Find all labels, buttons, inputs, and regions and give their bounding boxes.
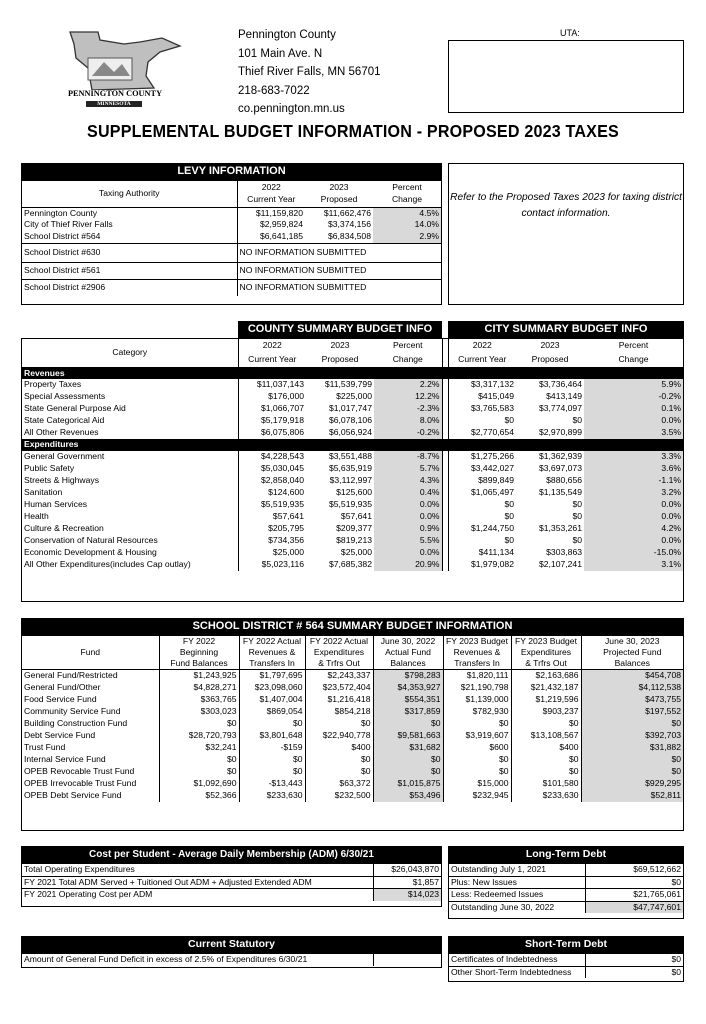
long-term-debt-title: Long-Term Debt bbox=[448, 846, 684, 863]
expenditure-row: Culture & Recreation $205,795 $209,377 0.9% $1,244,750 $1,353,261 4.2% bbox=[24, 523, 681, 534]
ltdebt-row: Plus: New Issues $0 bbox=[449, 876, 683, 889]
summary-table: Category 2022 2023 Percent 2022 2023 Percent Current Year Proposed Change Current Year Proposed Change Revenues Property Taxes $11,037,143 $11,539,799 2.2% $3,317,132 $3,736,464 5.9% Special Assessments $176,000 $225,000 12.2% $415,049 $413,149 -0.2% State General Purpose Aid $1,066,707 $1,017,747 -2.3% $3,765,583 $3,774,097 0.1% State Categorical Aid $5,179,918 $6,078,106 8.0% $0 $0 0.0% All Other Revenues $6,075,806 $6,056,924 -0.2% $2,770,654 $2,970,899 3.5% Expenditures General Government $4,228,543 $3,551,488 -8.7% $1,275,266 $1,362,939 3.3% Public Safety $5,030,045 $5,635,919 5.7% $3,442,027 $3,697,073 3.6% Streets & Highways $2,858,040 $3,112,997 4.3% $899,849 $880,656 -1.1% Sanitation $124,600 $125,600 0.4% $1,065,497 $1,135,549 3.2% Human Services $5,519,935 $5,519,935 0.0% $0 $0 0.0% Health $57,641 $57,641 0.0% $0 $0 0.0% Culture & Recreation $205,795 $209,377 0.9% $1,244,750 $1,353,261 4.2% Conservation of Natural Resources $734,356 $819,213 5.5% $0 $0 0.0% Economic Development & Housing $25,000 $25,000 0.0% $411,134 $303,863 -15.0% All Other Expenditures(includes Cap outlay) $5,023,116 $7,685,382 20.9% $1,979,082 $2,107,241 3.1% bbox=[21, 338, 684, 602]
school-col-header: June 30, 2023 bbox=[581, 636, 683, 647]
cost-row: Total Operating Expenditures $26,043,870 bbox=[22, 864, 441, 876]
school-col-header: FY 2022 bbox=[159, 636, 239, 647]
levy-row: Pennington County $11,159,820 $11,662,476 4.5% bbox=[24, 207, 439, 218]
school-col-header: FY 2023 Budget bbox=[443, 636, 511, 647]
school-summary-title: SCHOOL DISTRICT # 564 SUMMARY BUDGET INFORMATION bbox=[21, 618, 684, 635]
expenditure-row: Sanitation $124,600 $125,600 0.4% $1,065,497 $1,135,549 3.2% bbox=[24, 487, 681, 498]
school-col-header: FY 2023 Budget bbox=[511, 636, 581, 647]
fund-row: OPEB Revocable Trust Fund $0 $0 $0 $0 $0 $0 $0 bbox=[24, 765, 681, 776]
phone: 218-683-7022 bbox=[238, 84, 310, 97]
revenue-row: All Other Revenues $6,075,806 $6,056,924 -0.2% $2,770,654 $2,970,899 3.5% bbox=[24, 427, 681, 438]
ltdebt-row: Outstanding June 30, 2022 $47,747,601 bbox=[451, 901, 681, 912]
logo-subtext: MINNESOTA bbox=[97, 100, 131, 107]
col-pct-sub: Change bbox=[391, 194, 423, 205]
city-summary-title: CITY SUMMARY BUDGET INFO bbox=[448, 321, 684, 338]
cost-row: FY 2021 Operating Cost per ADM $14,023 bbox=[24, 889, 439, 900]
short-term-debt-table bbox=[448, 953, 684, 982]
fund-row: Internal Service Fund $0 $0 $0 $0 $0 $0 $0 bbox=[24, 753, 681, 764]
school-col-header: Beginning bbox=[159, 647, 239, 658]
ltdebt-row: Less: Redeemed Issues $21,765,061 bbox=[449, 889, 683, 902]
long-term-debt-table bbox=[448, 863, 684, 919]
school-col-header: FY 2022 Actual bbox=[239, 636, 305, 647]
col-2023-sub: Proposed bbox=[320, 194, 358, 205]
revenue-row: Special Assessments $176,000 $225,000 12.2% $415,049 $413,149 -0.2% bbox=[24, 391, 681, 402]
ltdebt-row: Outstanding July 1, 2021 $69,512,662 bbox=[449, 864, 683, 876]
col-2022-sub: Current Year bbox=[237, 194, 305, 207]
address-line: 101 Main Ave. N bbox=[238, 47, 323, 60]
levy-row: School District #2906 NO INFORMATION SUBMITTED bbox=[22, 279, 441, 296]
cost-title: Cost per Student - Average Daily Membership (ADM) 6/30/21 bbox=[21, 846, 442, 863]
school-header-row bbox=[22, 636, 683, 647]
cost-table bbox=[21, 863, 442, 907]
col-pct: Percent bbox=[392, 181, 422, 192]
expenditures-section: Expenditures bbox=[22, 439, 683, 451]
school-col-header: & Trfrs Out bbox=[511, 658, 581, 670]
col-authority: Taxing Authority bbox=[98, 187, 160, 198]
fund-row: OPEB Debt Service Fund $52,366 $233,630 $232,500 $53,496 $232,945 $233,630 $52,811 bbox=[24, 789, 681, 800]
expenditure-row: Conservation of Natural Resources $734,356 $819,213 5.5% $0 $0 0.0% bbox=[24, 535, 681, 546]
county-summary-title: COUNTY SUMMARY BUDGET INFO bbox=[238, 321, 442, 338]
col-fund: Fund bbox=[80, 647, 101, 657]
stdebt-row: Certificates of Indebtedness $0 bbox=[449, 954, 683, 966]
expenditure-row: Human Services $5,519,935 $5,519,935 0.0% $0 $0 0.0% bbox=[24, 499, 681, 510]
short-term-debt-title: Short-Term Debt bbox=[448, 936, 684, 953]
fund-row: Debt Service Fund $28,720,793 $3,801,648 $22,940,778 $9,581,663 $3,919,607 $13,108,567 $392,703 bbox=[24, 729, 681, 740]
refer-note: Refer to the Proposed Taxes 2023 for taxing district contact information. bbox=[448, 163, 684, 305]
school-col-header: Projected Fund bbox=[581, 647, 683, 658]
page-title: SUPPLEMENTAL BUDGET INFORMATION - PROPOSED 2023 TAXES bbox=[87, 121, 619, 141]
fund-row: General Fund/Restricted $1,243,925 $1,797,695 $2,243,337 $798,283 $1,820,111 $2,163,686 $454,708 bbox=[24, 670, 681, 680]
uta-box bbox=[448, 40, 684, 113]
expenditure-row: Health $57,641 $57,641 0.0% $0 $0 0.0% bbox=[24, 511, 681, 522]
statutory-table bbox=[21, 953, 442, 968]
school-col-header: Balances bbox=[581, 658, 683, 670]
school-col-header: FY 2022 Actual bbox=[305, 636, 373, 647]
school-col-header: Fund Balances bbox=[159, 658, 239, 670]
revenue-row: State Categorical Aid $5,179,918 $6,078,106 8.0% $0 $0 0.0% bbox=[24, 415, 681, 426]
school-col-header: Expenditures bbox=[305, 647, 373, 658]
col-2023: 2023 bbox=[329, 181, 349, 192]
expenditure-row: Economic Development & Housing $25,000 $25,000 0.0% $411,134 $303,863 -15.0% bbox=[24, 547, 681, 558]
school-col-header: & Trfrs Out bbox=[305, 658, 373, 670]
expenditure-row: All Other Expenditures(includes Cap outlay) $5,023,116 $7,685,382 20.9% $1,979,082 $2,107,241 3.1% bbox=[24, 559, 681, 570]
expenditure-row: Streets & Highways $2,858,040 $3,112,997 4.3% $899,849 $880,656 -1.1% bbox=[24, 475, 681, 486]
cost-row: FY 2021 Total ADM Served + Tuitioned Out ADM + Adjusted Extended ADM $1,857 bbox=[22, 876, 441, 889]
county-logo bbox=[62, 28, 182, 110]
levy-row: City of Thief River Falls $2,959,824 $3,374,156 14.0% bbox=[24, 219, 439, 230]
fund-row: Trust Fund $32,241 -$159 $400 $31,682 $600 $400 $31,882 bbox=[24, 741, 681, 752]
fund-row: Community Service Fund $303,023 $869,054 $854,218 $317,859 $782,930 $903,237 $197,552 bbox=[24, 705, 681, 716]
address-line: Thief River Falls, MN 56701 bbox=[238, 66, 381, 79]
fund-row: OPEB Irrevocable Trust Fund $1,092,690 -$13,443 $63,372 $1,015,875 $15,000 $101,580 $929,295 bbox=[24, 777, 681, 788]
address-block bbox=[238, 26, 381, 119]
statutory-title: Current Statutory bbox=[21, 936, 442, 953]
levy-row: School District #630 NO INFORMATION SUBMITTED bbox=[22, 243, 441, 262]
levy-row: School District #564 $6,641,185 $6,834,508 2.9% bbox=[22, 231, 441, 243]
website: co.pennington.mn.us bbox=[238, 103, 345, 116]
revenue-row: State General Purpose Aid $1,066,707 $1,017,747 -2.3% $3,765,583 $3,774,097 0.1% bbox=[24, 403, 681, 414]
school-col-header: Balances bbox=[373, 658, 443, 670]
school-col-header: June 30, 2022 bbox=[373, 636, 443, 647]
school-col-header: Expenditures bbox=[511, 647, 581, 658]
school-col-header: Actual Fund bbox=[373, 647, 443, 658]
col-category: Category bbox=[112, 346, 148, 357]
fund-row: General Fund/Other $4,828,271 $23,098,060 $23,572,404 $4,353,927 $21,190,798 $21,432,187 $4,112,538 bbox=[24, 681, 681, 692]
revenues-section: Revenues bbox=[22, 367, 683, 379]
statutory-row: Amount of General Fund Deficit in excess of 2.5% of Expenditures 6/30/21 bbox=[22, 954, 441, 966]
expenditure-row: Public Safety $5,030,045 $5,635,919 5.7% $3,442,027 $3,697,073 3.6% bbox=[24, 463, 681, 474]
school-col-header: Transfers In bbox=[239, 658, 305, 670]
school-col-header: Revenues & bbox=[443, 647, 511, 658]
school-col-header: Revenues & bbox=[239, 647, 305, 658]
address-line: Pennington County bbox=[238, 29, 336, 41]
col-2022: 2022 bbox=[237, 181, 305, 194]
uta-label: UTA: bbox=[560, 28, 580, 38]
logo-text: PENNINGTON COUNTY bbox=[67, 89, 163, 98]
fund-row: Building Construction Fund $0 $0 $0 $0 $0 $0 $0 bbox=[24, 717, 681, 728]
school-col-header: Transfers In bbox=[443, 658, 511, 670]
revenue-row: Property Taxes $11,037,143 $11,539,799 2.2% $3,317,132 $3,736,464 5.9% bbox=[24, 379, 681, 390]
expenditure-row: General Government $4,228,543 $3,551,488 -8.7% $1,275,266 $1,362,939 3.3% bbox=[24, 451, 681, 462]
levy-row: School District #561 NO INFORMATION SUBMITTED bbox=[22, 262, 441, 279]
stdebt-row: Other Short-Term Indebtedness $0 bbox=[451, 966, 681, 977]
levy-table bbox=[21, 180, 442, 305]
fund-row: Food Service Fund $363,765 $1,407,004 $1,216,418 $554,351 $1,139,000 $1,219,596 $473,755 bbox=[24, 693, 681, 704]
levy-title: LEVY INFORMATION bbox=[21, 163, 442, 180]
school-table bbox=[21, 635, 684, 831]
